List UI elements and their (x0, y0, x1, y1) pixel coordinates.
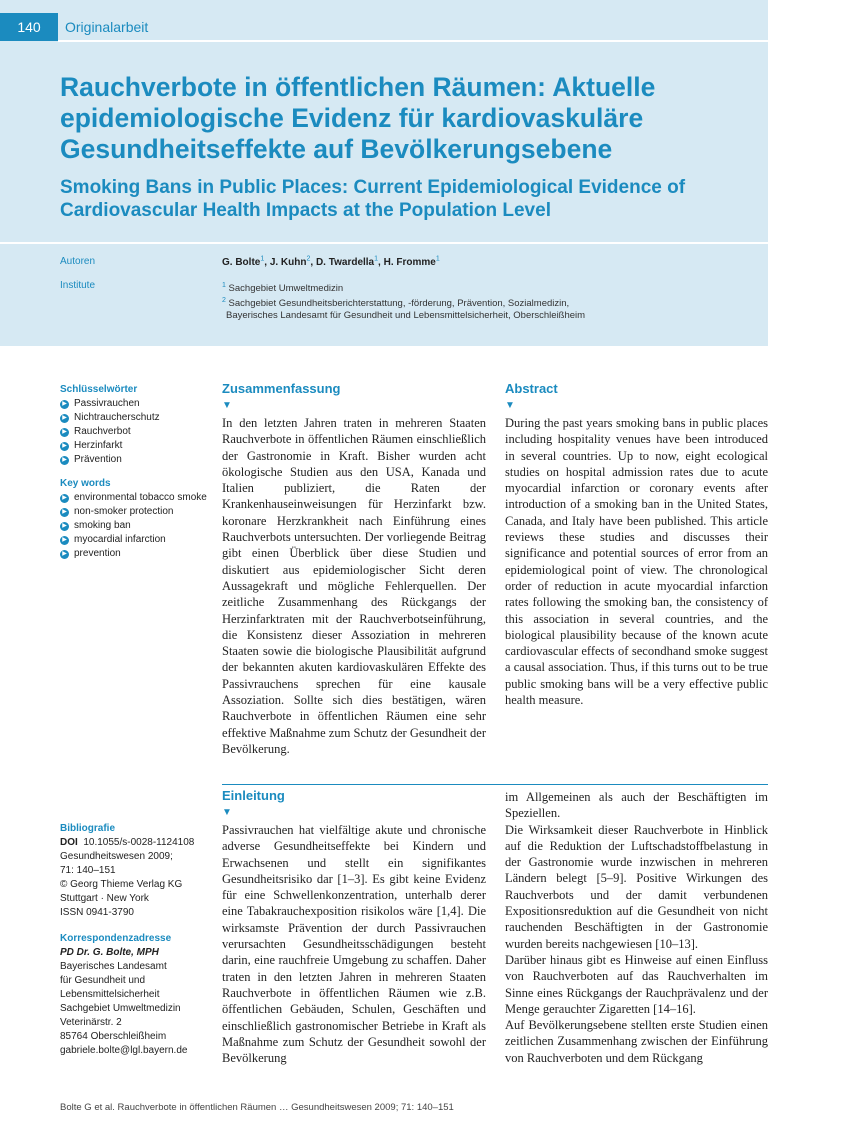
bullet-arrow-icon: ▶ (60, 442, 69, 451)
keyword-item[interactable]: ▶ smoking ban (60, 519, 210, 533)
down-triangle-icon: ▼ (505, 400, 515, 411)
pages-line: 71: 140–151 (60, 865, 116, 876)
paragraph: Auf Bevölkerungsebene stellten erste Studien einen zeitlichen Zusammenhang zwischen der Einführung von Rauchverboten und dem Rückgang (505, 1018, 768, 1065)
author[interactable]: D. Twardella$^1$, (315, 256, 384, 269)
address-line: Lebensmittelsicherheit (60, 989, 160, 1000)
keyword-item[interactable]: ▶ environmental tobacco smoke (60, 491, 210, 505)
paragraph: im Allgemeinen als auch der Beschäftigten im Speziellen. (505, 790, 768, 821)
keyword-item[interactable]: ▶ prevention (60, 547, 210, 561)
title-divider (0, 242, 768, 244)
bullet-arrow-icon: ▶ (60, 536, 69, 545)
address-line: Veterinärstr. 2 (60, 1017, 122, 1028)
footer-citation: Bolte G et al. Rauchverbote in öffentlichen Räumen … Gesundheitswesen 2009; 71: 140–151 (60, 1102, 454, 1113)
keyword-item[interactable]: ▶ Nichtraucherschutz (60, 411, 210, 425)
address-line: für Gesundheit und (60, 975, 146, 986)
correspondence-name: PD Dr. G. Bolte, MPH (60, 947, 159, 958)
keywords-sidebar (60, 383, 210, 561)
place-line: Stuttgart · New York (60, 893, 149, 904)
author-list (222, 256, 440, 268)
keywords-de-list (60, 397, 210, 467)
authors-label: Autoren (60, 256, 96, 267)
section-label: Originalarbeit (65, 19, 149, 35)
bullet-arrow-icon: ▶ (60, 400, 69, 409)
address-line: Bayerisches Landesamt (60, 961, 167, 972)
paragraph: Die Wirksamkeit dieser Rauchverbote in Hinblick auf die Reduktion der Luftschadstoffbelastung in der Gastronomie wurde inzwischen in mehreren Ländern belegt [5–9]. Positive Wirkungen des Rauchverbots und der damit verbundenen Expositionsreduktion auf die Gesundheit von nicht rauchenden Beschäftigten in der Gastronomie wurden bereits nachgewiesen [10–13]. (505, 822, 768, 951)
keyword-item[interactable]: ▶ non-smoker protection (60, 505, 210, 519)
keyword-item[interactable]: ▶ Passivrauchen (60, 397, 210, 411)
section-divider (222, 784, 768, 785)
author[interactable]: J. Kuhn$^2$, (269, 256, 316, 269)
bullet-arrow-icon: ▶ (60, 508, 69, 517)
issn-line: ISSN 0941-3790 (60, 907, 134, 918)
keyword-item[interactable]: ▶ myocardial infarction (60, 533, 210, 547)
article-title-english: Smoking Bans in Public Places: Current Epidemiological Evidence of Cardiovascular Health Impacts at the Population Level (60, 177, 686, 221)
correspondence-heading: Korrespondenzadresse (60, 933, 172, 944)
bibliography-block (60, 822, 210, 1058)
institute-1: $^1$ Sachgebiet Umweltmedizin (222, 282, 344, 295)
down-triangle-icon: ▼ (222, 400, 232, 411)
keywords-en-heading: Key words (60, 478, 111, 489)
journal-line: Gesundheitswesen 2009; (60, 851, 173, 862)
address-line: Sachgebiet Umweltmedizin (60, 1003, 181, 1014)
author[interactable]: G. Bolte$^1$, (222, 256, 270, 269)
institutes-label: Institute (60, 280, 96, 291)
abstract-en-heading: Abstract (505, 381, 558, 396)
bullet-arrow-icon: ▶ (60, 414, 69, 423)
down-triangle-icon: ▼ (222, 807, 232, 818)
keywords-de-heading: Schlüsselwörter (60, 384, 138, 395)
doi-line[interactable]: DOI 10.1055/s-0028-1124108 (60, 837, 195, 848)
introduction-text-right (505, 789, 768, 1066)
bullet-arrow-icon: ▶ (60, 522, 69, 531)
keywords-en-list (60, 491, 210, 561)
paragraph: Darüber hinaus gibt es Hinweise auf einen Einfluss von Rauchverboten auf das Rauchverhalten im Sinne eines Rückgangs der Rauchprävalenz und der Menge gerauchter Zigaretten [14–16]. (505, 952, 768, 1016)
institute-list (222, 280, 742, 322)
bullet-arrow-icon: ▶ (60, 550, 69, 559)
bullet-arrow-icon: ▶ (60, 428, 69, 437)
bullet-arrow-icon: ▶ (60, 494, 69, 503)
keyword-item[interactable]: ▶ Prävention (60, 453, 210, 467)
address-line: 85764 Oberschleißheim (60, 1031, 167, 1042)
email-link[interactable]: gabriele.bolte@lgl.bayern.de (60, 1045, 188, 1056)
author[interactable]: H. Fromme$^1$ (383, 256, 440, 269)
page-number: 140 (0, 13, 58, 41)
copyright-line: © Georg Thieme Verlag KG (60, 879, 183, 890)
header-divider (58, 40, 768, 42)
abstract-en-text: During the past years smoking bans in public places including hospitality venues have been introduced in several countries. Up to now, eight ecological studies on hospital admission rates due to acute myocardial infarction or coronary events after introduction of a smoking ban in the United States, Canada, and Italy have been published. This article reviews these studies and discusses their significance and potential sources of error from an epidemiological point of view. The chronological order of reduction in acute myocardial infarction rates following the smoking ban, the consistency of this association in several countries, and the biological plausibility because of the known acute cardiovascular effects of secondhand smoke suggest a causal association. Thus, if this turns out to be true public smoking bans will be a very effective public health measure. (505, 416, 768, 708)
bibliography-heading: Bibliografie (60, 823, 116, 834)
keyword-item[interactable]: ▶ Herzinfarkt (60, 439, 210, 453)
institute-2-continued: Bayerisches Landesamt für Gesundheit und Lebensmittelsicherheit, Oberschleißheim (226, 310, 586, 322)
introduction-heading: Einleitung (222, 788, 285, 803)
keyword-item[interactable]: ▶ Rauchverbot (60, 425, 210, 439)
institute-2: $^2$ Sachgebiet Gesundheitsberichterstattung, -förderung, Prävention, Sozialmedizin, (222, 297, 570, 310)
article-title-german: Rauchverbote in öffentlichen Räumen: Aktuelle epidemiologische Evidenz für kardiovaskuläre Gesundheitseffekte auf Bevölkerungsebene (60, 72, 656, 164)
abstract-de-text: In den letzten Jahren traten in mehreren Staaten Rauchverbote in öffentlichen Räumen einschließlich der Gastronomie in Kraft. Bisher wurden acht ökologische Studien aus den USA, Kanada und Italien publiziert, die Raten der Krankenhauseinweisungen für Herzinfarkt bzw. koronare Herzkrankheit nach Einführung eines Rauchverbots untersuchten. Der vorliegende Beitrag gibt einen Überblick über diese Studien und diskutiert aus epidemiologischer Sicht deren Aussagekraft und mögliche Fehlerquellen. Der zeitliche Zusammenhang des Rückgangs der Herzinfarktraten mit der Rauchverbotseinführung, die Konsistenz dieser Assoziation in mehreren Staaten sowie die biologische Plausibilität aufgrund der bekannten akuten kardiovaskulären Effekte des Passivrauchens sprechen für eine kausale Assoziation. Sollte sich dies bestätigen, wären Rauchverbote in öffentlichen Räumen eine sehr effektive Maßnahme zum Schutz der Gesundheit der Bevölkerung. (222, 416, 486, 756)
abstract-de-heading: Zusammenfassung (222, 381, 341, 396)
introduction-text-left: Passivrauchen hat vielfältige akute und chronische adverse Gesundheitseffekte bei Kindern und Erwachsenen und stellt ein signifikantes Gesundheitsrisiko dar [1–3]. Es gibt keine Evidenz für eine Schwellenkonzentration, unterhalb derer eine Tabakrauchexposition risikolos wäre [1,4]. Die wirksamste Prävention der durch Passivrauchen verursachten Gesundheitsschädigungen besteht darin, eine rauchfreie Umgebung zu schaffen. Daher traten in den letzten Jahren in mehreren Staaten Rauchverbote in öffentlichen Räumen wie z.B. öffentlichen Gebäuden, Schulen, Geschäften und einschließlich gastronomischer Betriebe in Kraft als Maßnahme zum Schutz der Gesundheit sowohl der Bevölkerung (222, 823, 486, 1066)
bullet-arrow-icon: ▶ (60, 456, 69, 465)
